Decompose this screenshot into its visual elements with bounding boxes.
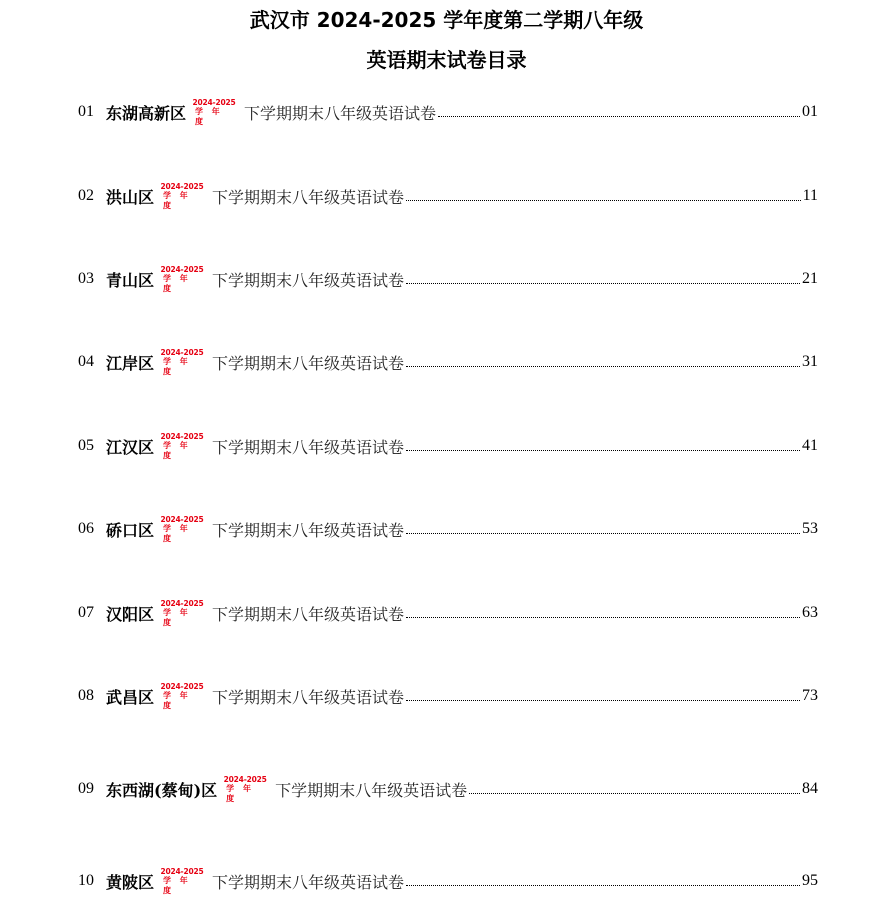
toc-entry-district: 江汉区 bbox=[106, 437, 155, 457]
dot-leader bbox=[469, 793, 800, 794]
toc-entry-number: 06 bbox=[78, 520, 94, 537]
toc-entry[interactable] bbox=[78, 97, 818, 126]
dot-leader bbox=[406, 200, 801, 201]
school-year-stamp bbox=[160, 182, 204, 211]
toc-entry-district: 洪山区 bbox=[106, 187, 155, 207]
document-title: 武汉市 2024-2025 学年度第二学期八年级 bbox=[249, 8, 644, 32]
stamp-label: 学 年 度 bbox=[163, 440, 191, 460]
toc-entry-page: 84 bbox=[802, 780, 818, 797]
stamp-years: 2024-2025 bbox=[160, 598, 204, 608]
stamp-years: 2024-2025 bbox=[160, 264, 204, 274]
stamp-years: 2024-2025 bbox=[192, 97, 236, 107]
stamp-years: 2024-2025 bbox=[160, 181, 204, 191]
school-year-stamp bbox=[160, 599, 204, 628]
dot-leader bbox=[406, 283, 800, 284]
dot-leader bbox=[406, 450, 800, 451]
toc-entry-title: 下学期期末八年级英语试卷 bbox=[275, 780, 468, 800]
toc-entry-district: 东湖高新区 bbox=[106, 103, 187, 123]
toc-entry-title: 下学期期末八年级英语试卷 bbox=[212, 687, 405, 707]
dot-leader bbox=[406, 700, 800, 701]
toc-entry-number: 08 bbox=[78, 687, 94, 704]
toc-entry-number: 07 bbox=[78, 604, 94, 621]
dot-leader bbox=[406, 885, 800, 886]
dot-leader bbox=[438, 116, 800, 117]
toc-entry-title: 下学期期末八年级英语试卷 bbox=[212, 270, 405, 290]
toc-entry[interactable] bbox=[78, 431, 818, 460]
stamp-label: 学 年 度 bbox=[163, 190, 191, 210]
toc-entry-district: 武昌区 bbox=[106, 687, 155, 707]
toc-entry-page: 31 bbox=[802, 353, 818, 370]
stamp-years: 2024-2025 bbox=[160, 866, 204, 876]
toc-entry-page: 41 bbox=[802, 437, 818, 454]
document-subtitle: 英语期末试卷目录 bbox=[366, 48, 527, 72]
school-year-stamp bbox=[160, 867, 204, 896]
stamp-label: 学 年 度 bbox=[163, 523, 191, 543]
stamp-years: 2024-2025 bbox=[223, 774, 267, 784]
stamp-label: 学 年 度 bbox=[195, 106, 223, 126]
school-year-stamp bbox=[223, 775, 267, 804]
toc-entry-district: 硚口区 bbox=[106, 520, 155, 540]
toc-entry-title: 下学期期末八年级英语试卷 bbox=[212, 604, 405, 624]
toc-entry-number: 01 bbox=[78, 103, 94, 120]
toc-entry[interactable] bbox=[78, 774, 818, 803]
toc-entry-title: 下学期期末八年级英语试卷 bbox=[212, 353, 405, 373]
stamp-label: 学 年 度 bbox=[163, 690, 191, 710]
toc-entry[interactable] bbox=[78, 514, 818, 543]
toc-entry-number: 09 bbox=[78, 780, 94, 797]
toc-entry-page: 01 bbox=[802, 103, 818, 120]
toc-entry-district: 江岸区 bbox=[106, 353, 155, 373]
toc-entry-number: 10 bbox=[78, 872, 94, 889]
stamp-label: 学 年 度 bbox=[163, 875, 191, 895]
toc-entry-page: 73 bbox=[802, 687, 818, 704]
toc-entry-page: 95 bbox=[802, 872, 818, 889]
toc-entry-page: 53 bbox=[802, 520, 818, 537]
toc-entry-page: 21 bbox=[802, 270, 818, 287]
dot-leader bbox=[406, 533, 800, 534]
toc-entry[interactable] bbox=[78, 347, 818, 376]
stamp-years: 2024-2025 bbox=[160, 347, 204, 357]
stamp-label: 学 年 度 bbox=[163, 356, 191, 376]
dot-leader bbox=[406, 366, 800, 367]
stamp-years: 2024-2025 bbox=[160, 514, 204, 524]
toc-entry[interactable] bbox=[78, 681, 818, 710]
toc-entry[interactable] bbox=[78, 598, 818, 627]
toc-entry-number: 04 bbox=[78, 353, 94, 370]
stamp-years: 2024-2025 bbox=[160, 431, 204, 441]
school-year-stamp bbox=[160, 348, 204, 377]
stamp-label: 学 年 度 bbox=[226, 783, 254, 803]
toc-entry-title: 下学期期末八年级英语试卷 bbox=[212, 187, 405, 207]
toc-entry-page: 63 bbox=[802, 604, 818, 621]
toc-entry-district: 东西湖(蔡甸)区 bbox=[106, 780, 218, 800]
toc-entry[interactable] bbox=[78, 181, 818, 210]
toc-entry-district: 黄陂区 bbox=[106, 872, 155, 892]
stamp-label: 学 年 度 bbox=[163, 273, 191, 293]
school-year-stamp bbox=[160, 432, 204, 461]
toc-entry[interactable] bbox=[78, 866, 818, 895]
toc-entry-number: 05 bbox=[78, 437, 94, 454]
toc-entry-district: 青山区 bbox=[106, 270, 155, 290]
school-year-stamp bbox=[192, 98, 236, 127]
toc-entry-title: 下学期期末八年级英语试卷 bbox=[212, 872, 405, 892]
dot-leader bbox=[406, 617, 800, 618]
toc-entry-title: 下学期期末八年级英语试卷 bbox=[212, 437, 405, 457]
toc-entry-number: 03 bbox=[78, 270, 94, 287]
school-year-stamp bbox=[160, 682, 204, 711]
toc-entry-title: 下学期期末八年级英语试卷 bbox=[244, 103, 437, 123]
school-year-stamp bbox=[160, 515, 204, 544]
school-year-stamp bbox=[160, 265, 204, 294]
toc-entry-title: 下学期期末八年级英语试卷 bbox=[212, 520, 405, 540]
toc-entry[interactable] bbox=[78, 264, 818, 293]
toc-entry-number: 02 bbox=[78, 187, 94, 204]
toc-entry-district: 汉阳区 bbox=[106, 604, 155, 624]
stamp-label: 学 年 度 bbox=[163, 607, 191, 627]
toc-entry-page: 11 bbox=[802, 187, 818, 204]
stamp-years: 2024-2025 bbox=[160, 681, 204, 691]
